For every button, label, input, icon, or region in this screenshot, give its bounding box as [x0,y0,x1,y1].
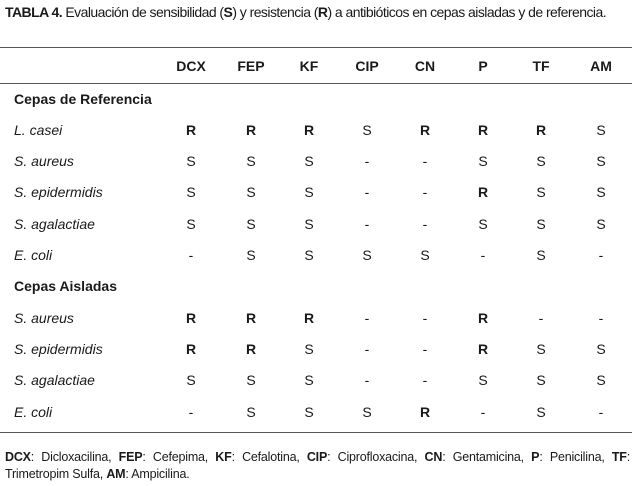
result-cell: S [246,153,256,170]
footnote-abbr: FEP [118,450,143,464]
result-cell: S [596,372,606,389]
organism-name: S. epidermidis [14,184,103,201]
result-cell: S [304,372,314,389]
result-cell: S [186,153,196,170]
result-cell: S [186,184,196,201]
caption-text-2: ) y resistencia ( [232,4,318,20]
result-cell: - [364,153,370,170]
caption-s: S [223,4,233,20]
result-cell: S [596,121,606,138]
footnote-definition: : Cefepima, [142,450,216,464]
result-cell: R [477,309,489,326]
result-cell: - [364,372,370,389]
group-title: Cepas de Referencia [14,90,152,107]
result-cell: - [598,403,604,420]
result-cell: S [246,372,256,389]
caption-text-3: ) a antibióticos en cepas aisladas y de referencia. [327,4,607,20]
result-cell: R [303,121,315,138]
result-cell: - [422,184,428,201]
result-cell: - [422,372,428,389]
result-cell: S [186,372,196,389]
result-cell: - [422,309,428,326]
caption-label: TABLA 4. [5,4,63,20]
footnote-abbr: CIP [306,450,328,464]
result-cell: R [535,121,547,138]
result-cell: S [536,215,546,232]
result-cell: S [420,247,430,264]
result-cell: - [538,309,544,326]
result-cell: - [422,215,428,232]
result-cell: S [596,153,606,170]
result-cell: R [185,309,197,326]
table-row [0,302,632,333]
header-cell: AM [590,57,612,74]
result-cell: R [185,341,197,358]
result-cell: - [188,247,194,264]
result-cell: S [596,184,606,201]
table-row [0,396,632,427]
result-cell: - [480,403,486,420]
table-body [0,83,632,428]
result-cell: S [536,403,546,420]
result-cell: S [246,184,256,201]
table-caption [5,3,630,21]
result-cell: R [477,121,489,138]
result-cell: S [596,215,606,232]
header-cell: CN [414,57,436,74]
result-cell: S [478,153,488,170]
result-cell: R [477,184,489,201]
footnote-definition: : Gentamicina, [442,450,532,464]
footnote-abbr: P [531,450,540,464]
result-cell: - [364,215,370,232]
result-cell: - [422,153,428,170]
table-row [0,208,632,239]
footnote-definition: : Penicilina, [539,450,612,464]
footnote-definition: : Ciprofloxacina, [327,450,425,464]
organism-name: E. coli [14,247,53,264]
footnote-abbr: TF [611,450,627,464]
table-row [0,145,632,176]
header-cell: FEP [237,57,265,74]
table-row [0,177,632,208]
organism-name: S. aureus [14,309,74,326]
result-cell: - [364,309,370,326]
result-cell: S [596,341,606,358]
footnote-abbr: KF [215,450,232,464]
susceptibility-table [0,48,632,428]
group-title: Cepas Aisladas [14,278,117,295]
header-cell: TF [532,57,550,74]
result-cell: S [362,403,372,420]
result-cell: R [245,309,257,326]
table-row [0,114,632,145]
footnote-abbr: AM [106,467,126,481]
table-row [0,240,632,271]
header-cell: DCX [176,57,206,74]
result-cell: S [304,153,314,170]
result-cell: S [536,341,546,358]
result-cell: - [364,184,370,201]
footnote-definition: : Ampicilina. [125,467,190,481]
caption-r: R [317,4,328,20]
header-cell [0,48,160,83]
result-cell: S [246,403,256,420]
result-cell: S [304,403,314,420]
result-cell: S [246,247,256,264]
result-cell: S [304,247,314,264]
table-row [0,365,632,396]
result-cell: - [598,309,604,326]
header-cell: P [478,57,488,74]
result-cell: S [246,215,256,232]
table-header-row [0,48,632,83]
organism-name: S. aureus [14,153,74,170]
footnote-abbr: DCX [5,450,31,464]
result-cell: S [362,121,372,138]
organism-name: E. coli [14,403,53,420]
result-cell: R [245,341,257,358]
result-cell: S [536,372,546,389]
result-cell: R [419,403,431,420]
result-cell: S [536,184,546,201]
caption-text-1: Evaluación de sensibilidad ( [62,4,224,20]
result-cell: - [422,341,428,358]
footnote-definition: : Dicloxacilina, [30,450,119,464]
result-cell: R [245,121,257,138]
result-cell: - [188,403,194,420]
footnote-definition: : Trimetropim Sulfa, [5,450,630,481]
result-cell: - [364,341,370,358]
result-cell: S [304,184,314,201]
result-cell: R [419,121,431,138]
result-cell: R [303,309,315,326]
organism-name: S. epidermidis [14,341,103,358]
result-cell: S [362,247,372,264]
result-cell: S [478,215,488,232]
organism-name: L. casei [14,121,63,138]
result-cell: - [480,247,486,264]
result-cell: S [536,247,546,264]
result-cell: - [598,247,604,264]
result-cell: S [304,341,314,358]
header-cell: KF [299,57,319,74]
result-cell: S [304,215,314,232]
result-cell: R [185,121,197,138]
header-cell: CIP [355,57,379,74]
organism-name: S. agalactiae [14,215,95,232]
result-cell: S [478,372,488,389]
table-row [0,333,632,364]
result-cell: S [186,215,196,232]
organism-name: S. agalactiae [14,372,95,389]
group-header-row [0,83,632,114]
footnote-definition: : Cefalotina, [231,450,307,464]
group-header-row [0,271,632,302]
footnote-abbr: CN [424,450,443,464]
bottom-rule [0,432,632,433]
result-cell: S [536,153,546,170]
table-footnote [5,449,630,483]
result-cell: R [477,341,489,358]
